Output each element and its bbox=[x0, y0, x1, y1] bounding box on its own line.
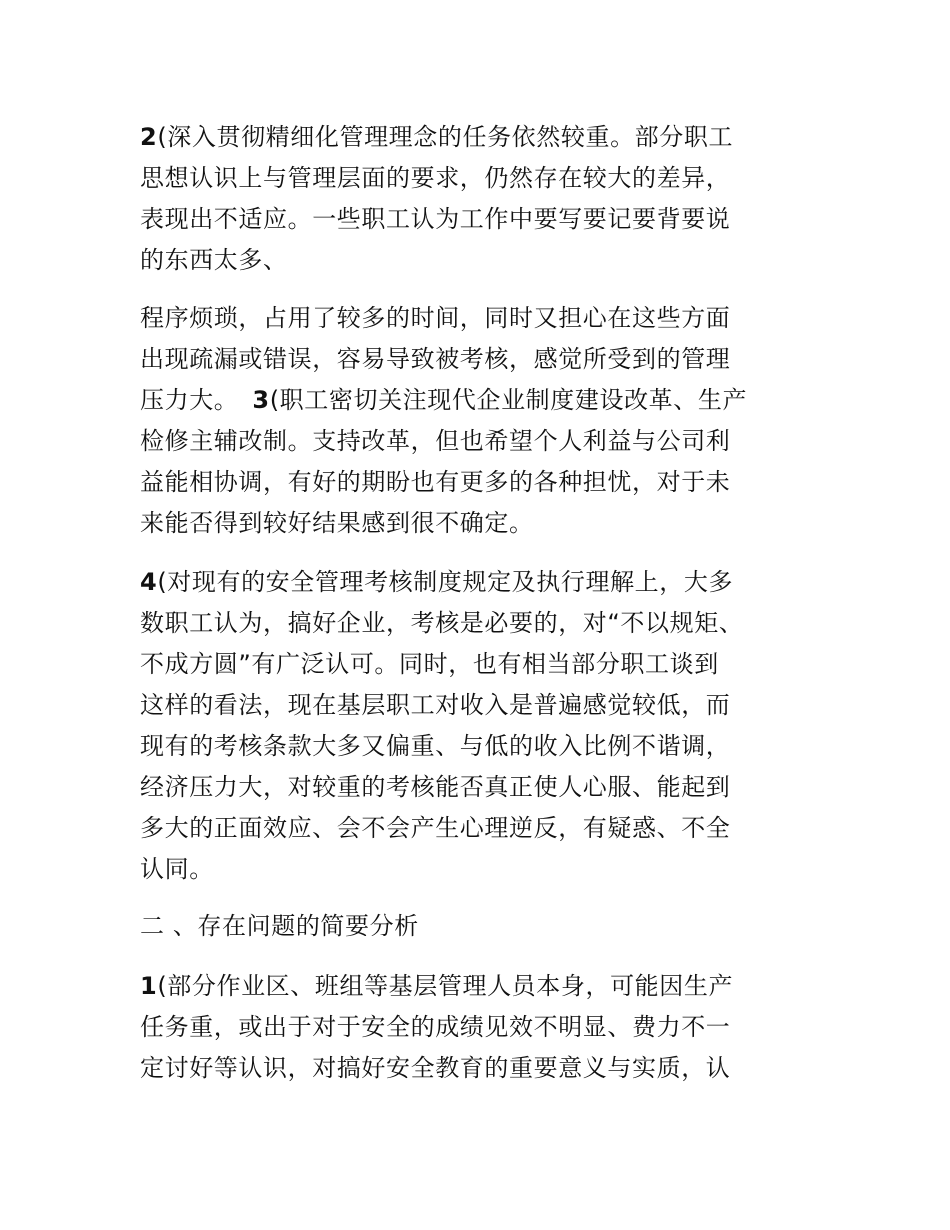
text-line bbox=[140, 117, 810, 158]
text-line bbox=[140, 380, 810, 421]
paragraph-2 bbox=[140, 117, 810, 281]
item-number: 1 bbox=[140, 972, 158, 1000]
text-line: 思想认识上与管理层面的要求，仍然存在较大的差异， bbox=[140, 164, 731, 192]
text-line: 出现疏漏或错误，容易导致被考核，感觉所受到的管理 bbox=[140, 345, 731, 373]
line-text: (深入贯彻精细化管理理念的任务依然较重。部分职工 bbox=[157, 123, 734, 151]
text-line: 数职工认为，搞好企业，考核是必要的，对“不以规矩、 bbox=[140, 609, 744, 637]
text-line: 表现出不适应。一些职工认为工作中要写要记要背要说 bbox=[140, 205, 731, 233]
text-line: 程序烦琐，占用了较多的时间，同时又担心在这些方面 bbox=[140, 304, 731, 332]
text-line: 任务重，或出于对于安全的成绩见效不明显、费力不一 bbox=[140, 1013, 731, 1041]
heading-text: 二 、存在问题的简要分析 bbox=[140, 912, 419, 940]
text-line: 的东西太多、 bbox=[140, 246, 288, 274]
text-line: 经济压力大，对较重的考核能否真正使人心服、能起到 bbox=[140, 773, 731, 801]
text-line bbox=[140, 562, 810, 603]
line-text: (对现有的安全管理考核制度规定及执行理解上，大多 bbox=[157, 568, 734, 596]
text-line: 检修主辅改制。支持改革，但也希望个人利益与公司利 bbox=[140, 427, 731, 455]
text-line: 不成方圆”有广泛认可。同时，也有相当部分职工谈到 bbox=[140, 650, 719, 678]
paragraph-1 bbox=[140, 966, 810, 1089]
text-line bbox=[140, 966, 810, 1007]
text-line: 多大的正面效应、会不会产生心理逆反，有疑惑、不全 bbox=[140, 814, 731, 842]
text-line: 现有的考核条款大多又偏重、与低的收入比例不谐调， bbox=[140, 732, 731, 760]
item-number: 4 bbox=[140, 568, 158, 596]
section-heading bbox=[140, 906, 810, 947]
item-number: 3 bbox=[252, 386, 270, 414]
text-line: 定讨好等认识，对搞好安全教育的重要意义与实质，认 bbox=[140, 1054, 731, 1082]
paragraph-2-continued bbox=[140, 298, 810, 544]
text-line: 益能相协调，有好的期盼也有更多的各种担忧，对于未 bbox=[140, 468, 731, 496]
item-number: 2 bbox=[140, 123, 158, 151]
text-line: 认同。 bbox=[140, 855, 214, 883]
paragraph-4 bbox=[140, 562, 810, 890]
line-text: (职工密切关注现代企业制度建设改革、生产 bbox=[269, 386, 748, 414]
line-text: 压力大。 bbox=[140, 386, 239, 414]
line-text: (部分作业区、班组等基层管理人员本身，可能因生产 bbox=[157, 972, 734, 1000]
text-line: 来能否得到较好结果感到很不确定。 bbox=[140, 509, 534, 537]
text-line: 这样的看法，现在基层职工对收入是普遍感觉较低，而 bbox=[140, 691, 731, 719]
